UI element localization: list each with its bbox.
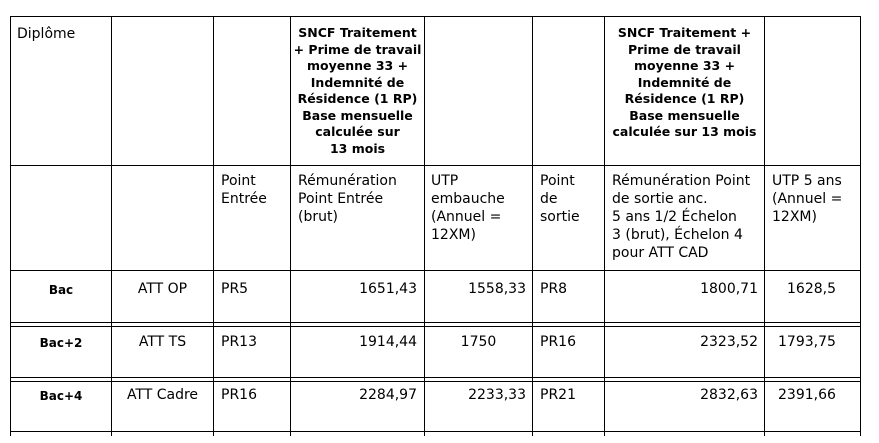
row-utp-5ans: 2391,66 [778,387,836,403]
row-utp-5ans: 1793,75 [778,334,836,350]
row-rem-sortie: 1800,71 [700,281,758,297]
col-line-0 [10,16,11,436]
col-line-1 [111,16,112,436]
row-rem-sortie: 2832,63 [700,387,758,403]
row-diplome: Bac+4 [39,389,83,403]
header-point-sortie: Point de sortie [540,173,580,225]
header-point-entree: Point Entrée [221,173,267,207]
row-point-sortie: PR8 [540,281,568,297]
row-poste: ATT TS [138,334,187,350]
row3-top [10,381,861,382]
row-rem-entree: 1914,44 [359,334,417,350]
header-sncf-entree: SNCF Traitement + Prime de travail moyenne 33 + Indemnité de Résidence (1 RP) Base mensuelle calculée sur 13 mois [293,25,422,156]
row-utp-embauche: 1558,33 [468,281,526,297]
row-point-entree: PR13 [221,334,257,350]
row-point-sortie: PR16 [540,334,576,350]
row3-bottom [10,431,861,432]
header-remuneration-entree: Rémunération Point Entrée (brut) [298,173,397,225]
row-utp-5ans: 1628,5 [787,281,836,297]
header-divider [10,165,861,166]
header-remuneration-sortie: Rémunération Point de sortie anc. 5 ans 1/2 Échelon 3 (brut), Échelon 4 pour ATT CAD [612,173,751,261]
table-border-top [10,16,861,17]
row-rem-entree: 1651,43 [359,281,417,297]
header-diplome: Diplôme [17,26,76,42]
row-point-entree: PR5 [221,281,249,297]
col-line-4 [424,16,425,436]
header-bottom [10,270,861,271]
col-line-8 [860,16,861,436]
col-line-2 [213,16,214,436]
row-rem-sortie: 2323,52 [700,334,758,350]
row-diplome: Bac+2 [39,336,83,350]
row-utp-embauche: 1750 [460,334,497,350]
row-utp-embauche: 2233,33 [468,387,526,403]
row-diplome: Bac [48,283,74,297]
header-sncf-sortie: SNCF Traitement + Prime de travail moyenne 33 + Indemnité de Résidence (1 RP) Base mensuelle calculée sur 13 mois [612,25,757,139]
row2-top [10,326,861,327]
row1-bottom [10,322,861,323]
col-line-5 [532,16,533,436]
row-point-entree: PR16 [221,387,257,403]
header-utp-embauche: UTP embauche (Annuel = 12XM) [431,173,505,243]
row-poste: ATT OP [137,281,188,297]
row-poste: ATT Cadre [126,387,199,403]
row-point-sortie: PR21 [540,387,576,403]
row2-bottom [10,377,861,378]
header-utp-5ans: UTP 5 ans (Annuel = 12XM) [772,173,843,225]
col-line-7 [764,16,765,436]
row-rem-entree: 2284,97 [359,387,417,403]
